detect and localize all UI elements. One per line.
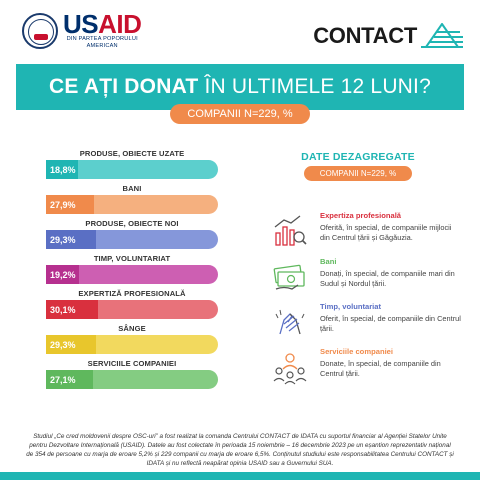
bar-value: 29,3% xyxy=(46,335,96,354)
sample-size-badge: COMPANII N=229, % xyxy=(170,104,310,124)
bar-row xyxy=(46,146,218,181)
bar-category-label: PRODUSE, OBIECTE UZATE xyxy=(79,149,185,158)
bar-row xyxy=(46,286,218,321)
insight-expertise xyxy=(272,211,462,261)
bar-value: 19,2% xyxy=(46,265,79,284)
insight-title: Expertiza profesională xyxy=(320,211,402,220)
disaggregated-title: DATE DEZAGREGATE xyxy=(301,151,415,163)
footer-bar xyxy=(0,472,480,480)
bar-category-label: SÂNGE xyxy=(118,324,146,333)
bar-category-label: PRODUSE, OBIECTE NOI xyxy=(85,219,179,228)
page-title: CE AȚI DONAT ÎN ULTIMELE 12 LUNI? xyxy=(49,75,431,98)
bar-remainder xyxy=(78,160,218,179)
usaid-tagline: DIN PARTEA POPORULUI xyxy=(66,36,138,42)
money-icon xyxy=(272,259,308,295)
bar-track xyxy=(46,370,218,389)
bar-value: 27,9% xyxy=(46,195,94,214)
bar-remainder xyxy=(79,265,218,284)
insight-title: Serviciile companiei xyxy=(320,347,394,356)
contact-logo xyxy=(313,23,464,49)
bar-track xyxy=(46,335,218,354)
insight-title: Timp, voluntariat xyxy=(320,302,382,311)
bar-track xyxy=(46,195,218,214)
usaid-logo xyxy=(22,9,142,49)
insight-volunteering xyxy=(272,302,462,352)
bar-remainder xyxy=(96,230,218,249)
bar-track xyxy=(46,160,218,179)
usaid-tagline-2: AMERICAN xyxy=(86,42,118,49)
contact-wordmark: CONTACT xyxy=(313,23,417,48)
insight-body: Oferit, în special, de companiile din Centrul țării. xyxy=(320,314,461,333)
bar-track xyxy=(46,300,218,319)
bar-category-label: EXPERTIZĂ PROFESIONALĂ xyxy=(78,289,186,298)
disaggregated-sample-badge: COMPANII N=229, % xyxy=(304,166,412,181)
bar-row xyxy=(46,356,218,391)
study-footnote: Studiul „Ce cred moldovenii despre OSC-uri” a fost realizat la comanda Centrului CONTACT de IDATA cu suportul financiar al Agenției Statelor Unite pentru Dezvoltare Internațională (USAID). Datele au fost colectate în perioada 15 noiembrie – 16 decembrie 2023 pe un eșantion reprezentativ național de 354 de persoane cu marja de eroare 5,2% și 229 companii cu marja de eroare 6,5%. Conținutul studiului este responsabilitatea Centrului CONTACT și IDATA și nu reflectă neapărat opinia USAID sau a Guvernului SUA. xyxy=(26,433,454,467)
hands-together-icon xyxy=(272,304,308,340)
expertise-chart-icon xyxy=(272,213,308,249)
bar-value: 18,8% xyxy=(46,160,78,179)
bar-row xyxy=(46,181,218,216)
bar-category-label: SERVICIILE COMPANIEI xyxy=(87,359,177,368)
bar-remainder xyxy=(98,300,218,319)
usaid-wordmark: USAID xyxy=(63,9,142,39)
bar-value: 29,3% xyxy=(46,230,96,249)
insight-body: Donați, în special, de companiile mari din Sudul și Nordul țării. xyxy=(320,269,455,288)
bar-row xyxy=(46,251,218,286)
usaid-seal-icon xyxy=(22,13,58,49)
insight-money xyxy=(272,257,462,307)
bar-category-label: TIMP, VOLUNTARIAT xyxy=(93,254,171,263)
header xyxy=(0,0,480,62)
bar-row xyxy=(46,216,218,251)
bar-track xyxy=(46,230,218,249)
bar-track xyxy=(46,265,218,284)
insight-title: Bani xyxy=(320,257,337,266)
bar-value: 27,1% xyxy=(46,370,93,389)
insight-services xyxy=(272,347,462,397)
bar-remainder xyxy=(93,370,218,389)
bar-category-label: BANI xyxy=(122,184,142,193)
bar-remainder xyxy=(94,195,218,214)
team-icon xyxy=(272,349,308,385)
bar-row xyxy=(46,321,218,356)
bar-value: 30,1% xyxy=(46,300,98,319)
insight-body: Donate, în special, de companiile din Centrul țării. xyxy=(320,359,441,378)
bar-remainder xyxy=(96,335,218,354)
bar-chart xyxy=(46,146,218,391)
contact-mountain-icon xyxy=(420,23,464,49)
insight-body: Oferită, în special, de companiile mijlocii din Centrul țării și Găgăuzia. xyxy=(320,223,452,242)
